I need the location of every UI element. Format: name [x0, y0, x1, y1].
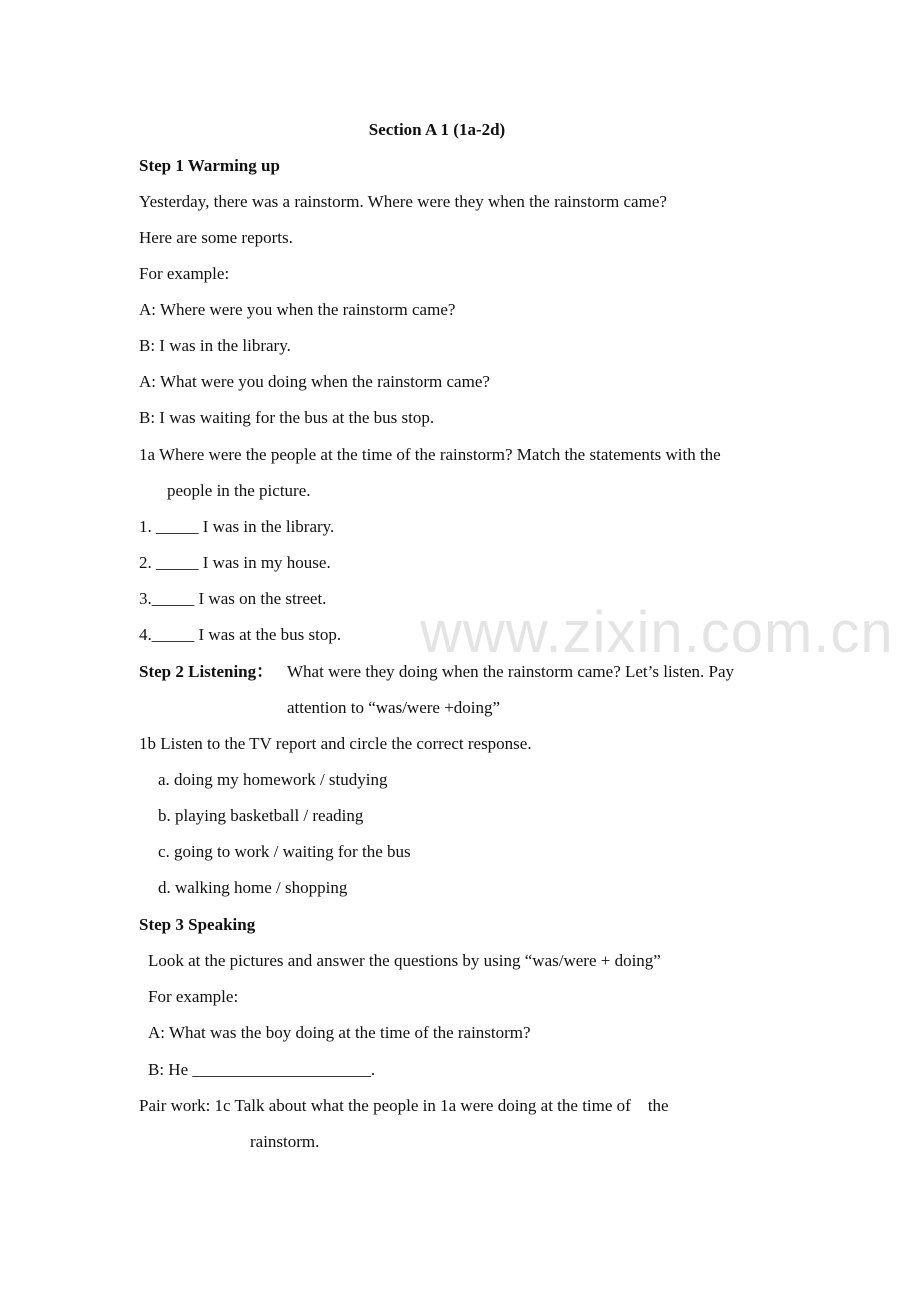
dialogue-line: B: I was waiting for the bus at the bus stop.	[139, 408, 435, 427]
step1-heading: Step 1 Warming up	[139, 156, 280, 175]
exercise-1a-instruction: 1a Where were the people at the time of the rainstorm? Match the statements with the	[139, 445, 721, 464]
exercise-1a-item: 3._____ I was on the street.	[139, 589, 327, 608]
dialogue-line: A: What were you doing when the rainstorm came?	[139, 372, 490, 391]
step1-line: Here are some reports.	[139, 228, 293, 247]
exercise-1b-option: c. going to work / waiting for the bus	[158, 842, 411, 861]
step2-text-cont: attention to “was/were +doing”	[287, 698, 501, 717]
exercise-1b-option: a. doing my homework / studying	[158, 770, 388, 789]
dialogue-line: B: He _____________________.	[148, 1060, 376, 1079]
page-title: Section A 1 (1a-2d)	[368, 120, 506, 139]
dialogue-line: B: I was in the library.	[139, 336, 291, 355]
step1-line: Yesterday, there was a rainstorm. Where were they when the rainstorm came?	[139, 192, 667, 211]
exercise-1b-instruction: 1b Listen to the TV report and circle the correct response.	[139, 734, 532, 753]
pair-work-line: Pair work: 1c Talk about what the people in 1a were doing at the time of the	[139, 1096, 669, 1115]
step3-line: For example:	[148, 987, 239, 1006]
exercise-1a-item: 2. _____ I was in my house.	[139, 553, 331, 572]
pair-work-line-cont: rainstorm.	[250, 1132, 320, 1151]
exercise-1a-instruction-cont: people in the picture.	[167, 481, 311, 500]
step3-heading: Step 3 Speaking	[139, 915, 256, 934]
step2-heading: Step 2 Listening：	[139, 662, 274, 681]
dialogue-line: A: What was the boy doing at the time of the rainstorm?	[148, 1023, 531, 1042]
dialogue-line: A: Where were you when the rainstorm came?	[139, 300, 456, 319]
step2-text: What were they doing when the rainstorm came? Let’s listen. Pay	[287, 662, 735, 681]
exercise-1b-option: b. playing basketball / reading	[158, 806, 364, 825]
watermark-text: www.zixin.com.cn	[420, 600, 894, 665]
exercise-1a-item: 1. _____ I was in the library.	[139, 517, 335, 536]
exercise-1a-item: 4._____ I was at the bus stop.	[139, 625, 342, 644]
exercise-1b-option: d. walking home / shopping	[158, 878, 348, 897]
step1-line: For example:	[139, 264, 230, 283]
step3-line: Look at the pictures and answer the questions by using “was/were + doing”	[148, 951, 661, 970]
